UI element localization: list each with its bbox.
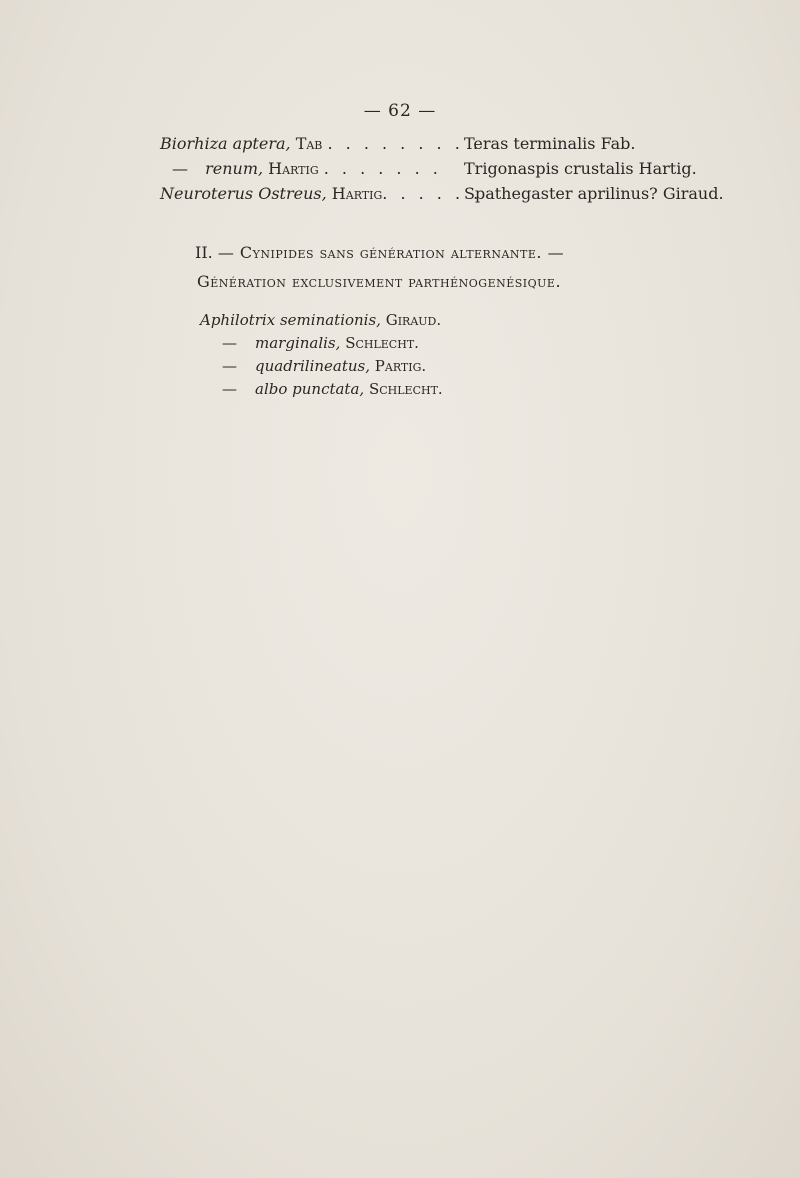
- pair-partner: Teras terminalis Fab.: [464, 134, 636, 153]
- genus: Aphilotrix: [200, 311, 276, 329]
- ditto-dash: —: [222, 334, 237, 352]
- species-epithet: renum,: [205, 159, 264, 178]
- author: Schlecht.: [368, 380, 443, 398]
- species-epithet: seminationis,: [279, 311, 381, 329]
- genus: Biorhiza: [160, 134, 228, 153]
- leader-dots: . . . . . .: [382, 184, 483, 203]
- leader-dots: . . . . . . . . .: [327, 134, 482, 153]
- author: Schlecht.: [345, 334, 419, 352]
- list-item: [200, 380, 600, 403]
- species-epithet: Ostreus,: [258, 184, 327, 203]
- pair-row: [160, 159, 720, 184]
- list-item: [200, 311, 600, 334]
- author: Partig.: [374, 357, 427, 375]
- list-item: [200, 334, 600, 357]
- pair-species: [160, 184, 483, 203]
- page-number: — 62 —: [363, 101, 437, 121]
- heading-line-2: [195, 267, 735, 296]
- author: Giraud.: [385, 311, 442, 329]
- ditto-dash: —: [222, 357, 237, 375]
- species-epithet: quadrilineatus,: [255, 357, 371, 375]
- pair-species: [160, 159, 460, 178]
- species-list: [200, 311, 600, 403]
- ditto-dash: —: [172, 159, 188, 178]
- author: Hartig: [331, 184, 383, 203]
- author: Hartig: [268, 159, 319, 178]
- section-heading: [195, 238, 735, 296]
- pair-partner: Spathegaster aprilinus? Giraud.: [464, 184, 724, 203]
- species-epithet: albo punctata,: [255, 380, 365, 398]
- genus: Neuroterus: [160, 184, 254, 203]
- pair-partner: Trigonaspis crustalis Hartig.: [464, 159, 697, 178]
- pair-row: [160, 134, 720, 159]
- alternation-pairs: [160, 134, 724, 209]
- heading-line-1: [195, 238, 735, 267]
- leader-dots: . . . . . . .: [323, 159, 442, 178]
- ditto-dash: —: [222, 380, 237, 398]
- pair-species: [160, 134, 482, 153]
- species-epithet: aptera,: [232, 134, 291, 153]
- heading-text-1: — Cynipides sans génération alternante. —: [217, 243, 565, 262]
- pair-row: [160, 184, 724, 209]
- species-epithet: marginalis,: [255, 334, 341, 352]
- list-item: [200, 357, 600, 380]
- section-numeral: II.: [195, 243, 213, 262]
- heading-text-2: Génération exclusivement parthénogenésique.: [197, 272, 562, 291]
- author: Tab: [295, 134, 323, 153]
